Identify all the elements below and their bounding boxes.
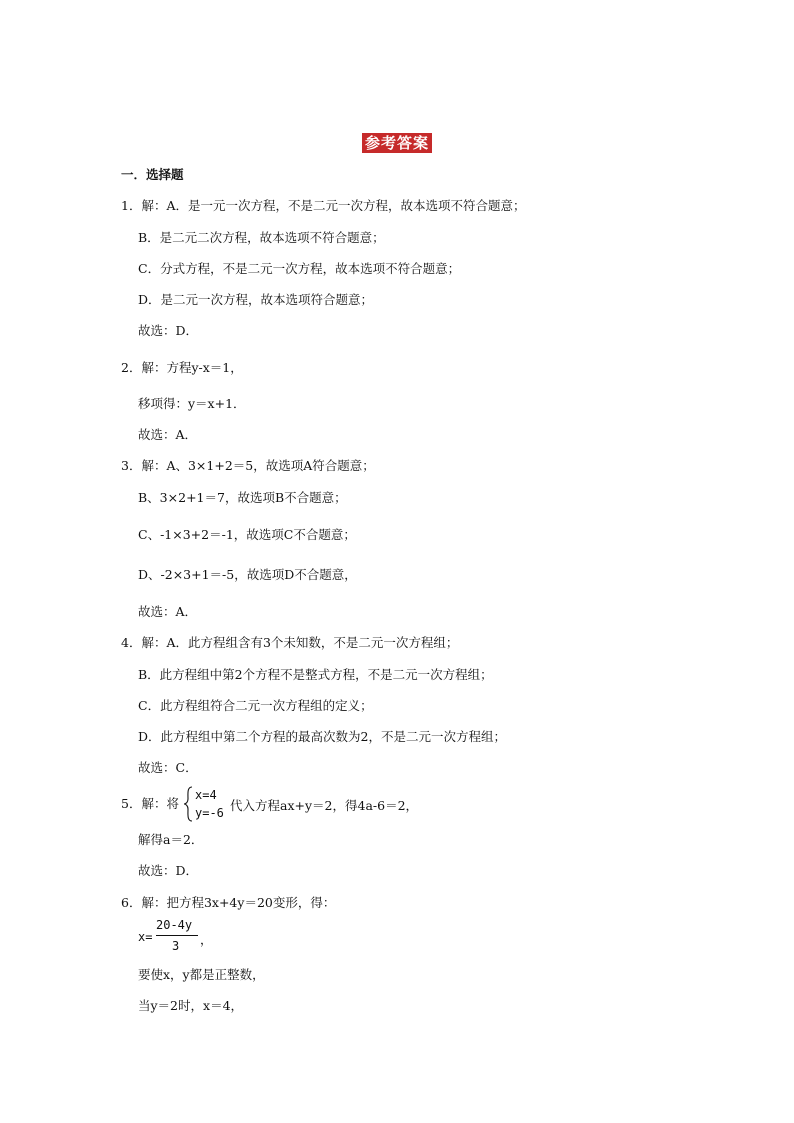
q4-line-1: 4．解：A．此方程组含有3个未知数，不是二元一次方程组； (121, 635, 459, 650)
section-heading: 一．选择题 (121, 167, 184, 182)
fraction-denominator: 3 (172, 939, 180, 953)
left-brace-icon (183, 786, 193, 822)
q1-line-4: D．是二元一次方程，故本选项符合题意； (138, 292, 374, 307)
q6-line-3: 要使x，y都是正整数， (138, 967, 265, 982)
fraction-bar (156, 935, 198, 936)
q4-line-4: D．此方程组中第二个方程的最高次数为2，不是二元一次方程组； (138, 729, 506, 744)
q6-line-4: 当y＝2时，x＝4， (138, 998, 244, 1013)
q2-line-2: 移项得：y＝x+1． (138, 396, 246, 411)
system-rows (195, 786, 224, 822)
answer-title-label: 参考答案 (362, 133, 432, 153)
q5-line-3: 故选：D． (138, 863, 199, 878)
system-row-2: y=-6 (195, 806, 224, 820)
q3-line-4: D、-2×3+1＝-5，故选项D不合题意， (138, 567, 357, 582)
q1-line-1: 1．解：A．是一元一次方程，不是二元一次方程，故本选项不符合题意； (121, 198, 526, 213)
q3-line-2: B、3×2+1＝7，故选项B不合题意； (138, 490, 347, 505)
q3-line-1: 3．解：A、3×1+2＝5，故选项A符合题意； (121, 458, 375, 473)
q4-line-3: C．此方程组符合二元一次方程组的定义； (138, 698, 373, 713)
q6-line-1: 6．解：把方程3x+4y＝20变形，得： (121, 895, 336, 910)
fraction-numerator: 20-4y (156, 918, 193, 932)
q5-prefix: 5．解：将 (121, 796, 179, 811)
q4-line-2: B．此方程组中第2个方程不是整式方程，不是二元一次方程组； (138, 667, 493, 682)
q3-line-5: 故选：A． (138, 604, 198, 619)
answer-title (0, 133, 794, 153)
q5-line-2: 解得a＝2． (138, 832, 204, 847)
q2-line-1: 2．解：方程y-x＝1， (121, 360, 243, 375)
fraction-lhs: x= (138, 930, 153, 944)
q3-line-3: C、-1×3+2＝-1，故选项C不合题意； (138, 527, 356, 542)
q2-line-3: 故选：A． (138, 427, 198, 442)
q1-line-3: C．分式方程，不是二元一次方程，故本选项不符合题意； (138, 261, 461, 276)
system-row-1: x=4 (195, 788, 217, 802)
fraction-tail: ， (200, 932, 213, 947)
q1-line-5: 故选：D． (138, 323, 199, 338)
q4-line-5: 故选：C． (138, 760, 198, 775)
q5-tail: 代入方程ax+y＝2，得4a-6＝2， (230, 798, 419, 813)
q1-line-2: B．是二元二次方程，故本选项不符合题意； (138, 230, 385, 245)
